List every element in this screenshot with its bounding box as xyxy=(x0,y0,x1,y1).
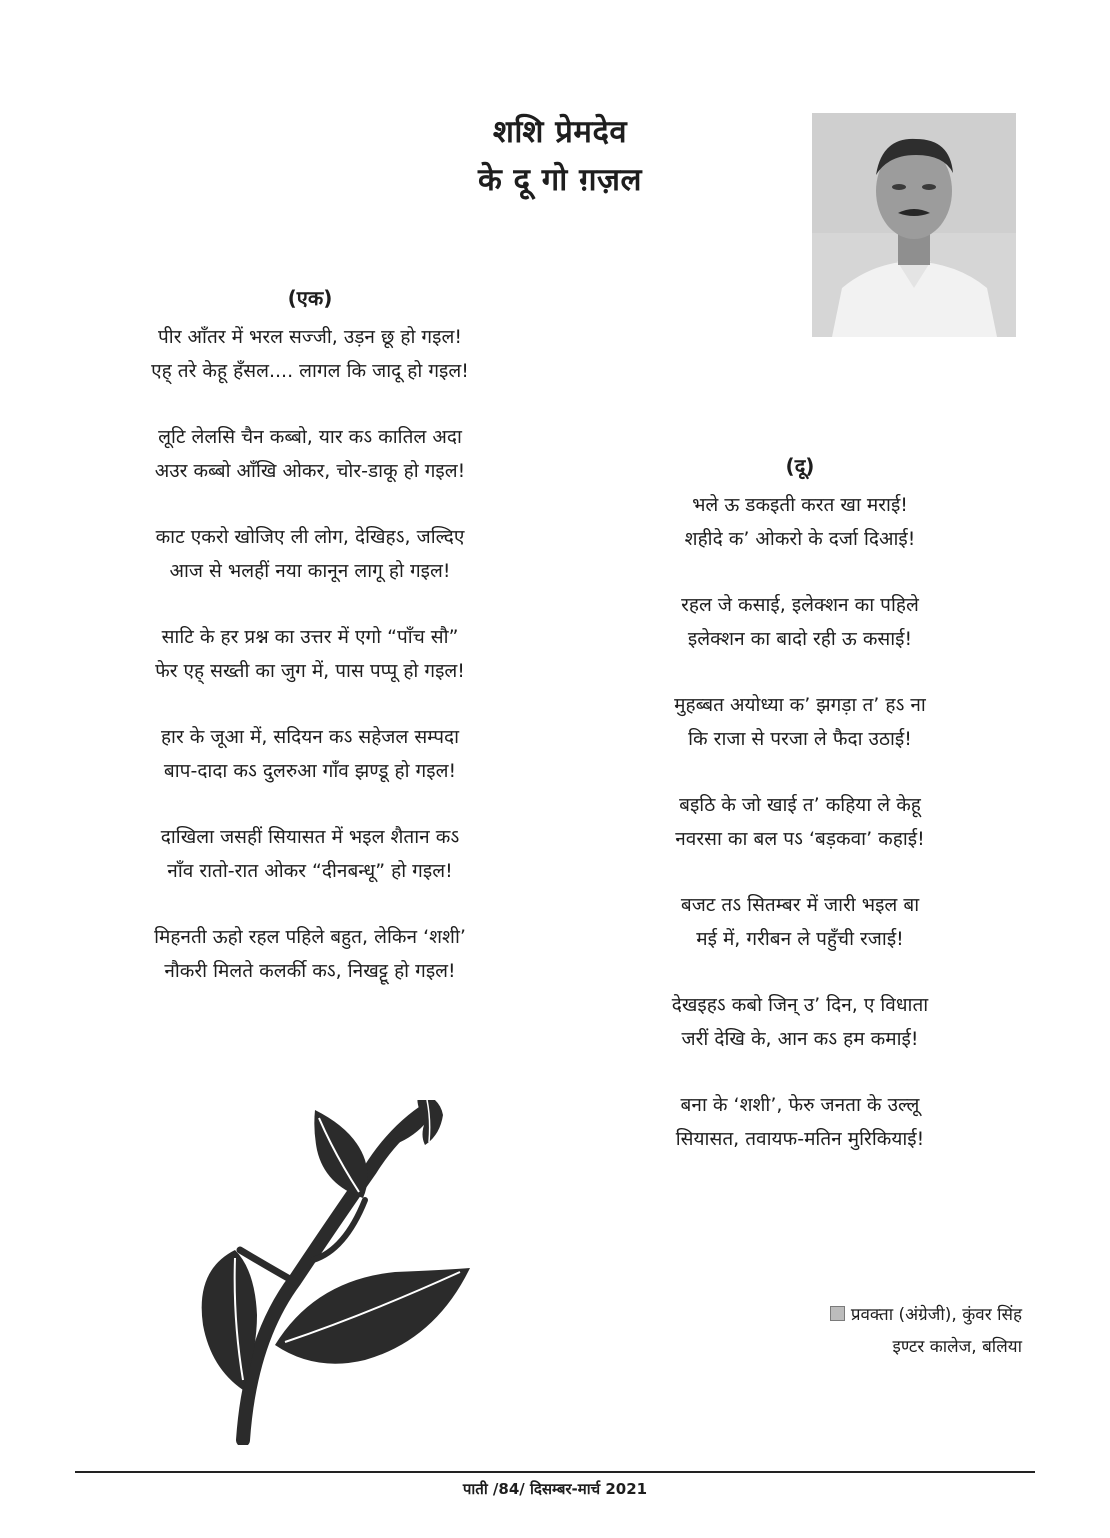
poem-line: काट एकरो खोजिए ली लोग, देखिहऽ, जल्दिए xyxy=(155,526,465,548)
poem-two xyxy=(530,450,1070,1188)
poem-line: बना के ‘शशी’, फेरु जनता के उल्लू xyxy=(680,1094,920,1116)
article-title xyxy=(380,108,740,204)
poem-line: बजट तऽ सितम्बर में जारी भइल बा xyxy=(680,894,920,916)
poem-line: रहल जे कसाई, इलेक्शन का पहिले xyxy=(681,594,919,616)
poem-line: नाँव रातो-रात ओकर “दीनबन्धू” हो गइल! xyxy=(167,860,453,882)
plant-sprout-icon xyxy=(195,1100,475,1445)
poem-line: दाखिला जसहीं सियासत में भइल शैतान कऽ xyxy=(160,826,460,848)
poem-line: नवरसा का बल पऽ ‘बड़कवा’ कहाई! xyxy=(675,828,925,850)
poem-two-stanza-4 xyxy=(530,788,1070,856)
poem-one-heading: (एक) xyxy=(287,286,333,310)
poem-line: जरीं देखि के, आन कऽ हम कमाई! xyxy=(681,1028,919,1050)
square-bullet-icon xyxy=(830,1306,845,1321)
footer-divider xyxy=(75,1471,1035,1473)
poem-line: साटि के हर प्रश्न का उत्तर में एगो “पाँच सौ” xyxy=(161,626,459,648)
poem-one-stanza-2 xyxy=(40,420,580,488)
poem-two-stanza-1 xyxy=(530,488,1070,556)
title-subtitle: के दू गो ग़ज़ल xyxy=(477,162,643,198)
poem-line: हार के जूआ में, सदियन कऽ सहेजल सम्पदा xyxy=(160,726,460,748)
poem-line: मुहब्बत अयोध्या क’ झगड़ा त’ हऽ ना xyxy=(674,694,926,716)
poem-two-stanza-5 xyxy=(530,888,1070,956)
poem-line: मई में, गरीबन ले पहुँची रजाई! xyxy=(696,928,904,950)
poem-one-stanza-3 xyxy=(40,520,580,588)
poem-line: बाप-दादा कऽ दुलरुआ गाँव झण्डू हो गइल! xyxy=(163,760,457,782)
title-author-name: शशि प्रेमदेव xyxy=(492,114,628,150)
poem-line: अउर कब्बो आँखि ओकर, चोर-डाकू हो गइल! xyxy=(154,460,466,482)
poem-line: भले ऊ डकइती करत खा मराई! xyxy=(692,494,908,516)
affiliation-line-2: इण्टर कालेज, बलिया xyxy=(892,1337,1022,1357)
poem-two-stanza-2 xyxy=(530,588,1070,656)
poem-one-stanza-7 xyxy=(40,920,580,988)
author-affiliation xyxy=(830,1299,1022,1363)
poem-two-stanza-7 xyxy=(530,1088,1070,1156)
poem-one-stanza-4 xyxy=(40,620,580,688)
affiliation-designation: प्रवक्ता (अंग्रेजी), कुंवर सिंह xyxy=(850,1305,1022,1325)
poem-line: बइठि के जो खाई त’ कहिया ले केहू xyxy=(679,794,921,816)
poem-line: लूटि लेलसि चैन कब्बो, यार कऽ कातिल अदा xyxy=(158,426,462,448)
poem-line: शहीदे क’ ओकरो के दर्जा दिआई! xyxy=(684,528,916,550)
poem-line: नौकरी मिलते कलर्की कऽ, निखट्टू हो गइल! xyxy=(164,960,456,982)
poem-one xyxy=(40,282,580,1020)
poem-two-heading: (दू) xyxy=(785,454,815,478)
poem-one-stanza-1 xyxy=(40,320,580,388)
author-photo xyxy=(812,113,1016,337)
poem-line: आज से भलहीं नया कानून लागू हो गइल! xyxy=(169,560,451,582)
poem-one-stanza-6 xyxy=(40,820,580,888)
poem-line: मिहनती ऊहो रहल पहिले बहुत, लेकिन ‘शशी’ xyxy=(154,926,466,948)
poem-line: पीर आँतर में भरल सज्जी, उड़न छू हो गइल! xyxy=(158,326,462,348)
poem-one-stanza-5 xyxy=(40,720,580,788)
page-footer: पाती /84/ दिसम्बर-मार्च 2021 xyxy=(462,1480,648,1498)
poem-line: कि राजा से परजा ले फैदा उठाई! xyxy=(688,728,912,750)
poem-line: सियासत, तवायफ-मतिन मुरिकियाई! xyxy=(675,1128,925,1150)
poem-line: इलेक्शन का बादो रही ऊ कसाई! xyxy=(687,628,913,650)
poem-line: एह् तरे केहू हँसल.... लागल कि जादू हो गइल! xyxy=(151,360,469,382)
plant-illustration xyxy=(195,1100,475,1445)
poem-two-stanza-3 xyxy=(530,688,1070,756)
poem-line: फेर एह् सख्ती का जुग में, पास पप्पू हो गइल! xyxy=(155,660,465,682)
poem-line: देखइहऽ कबो जिन् उ’ दिन, ए विधाता xyxy=(671,994,929,1016)
affiliation-line-1 xyxy=(830,1299,1022,1331)
poem-two-stanza-6 xyxy=(530,988,1070,1056)
author-portrait-icon xyxy=(812,113,1016,337)
